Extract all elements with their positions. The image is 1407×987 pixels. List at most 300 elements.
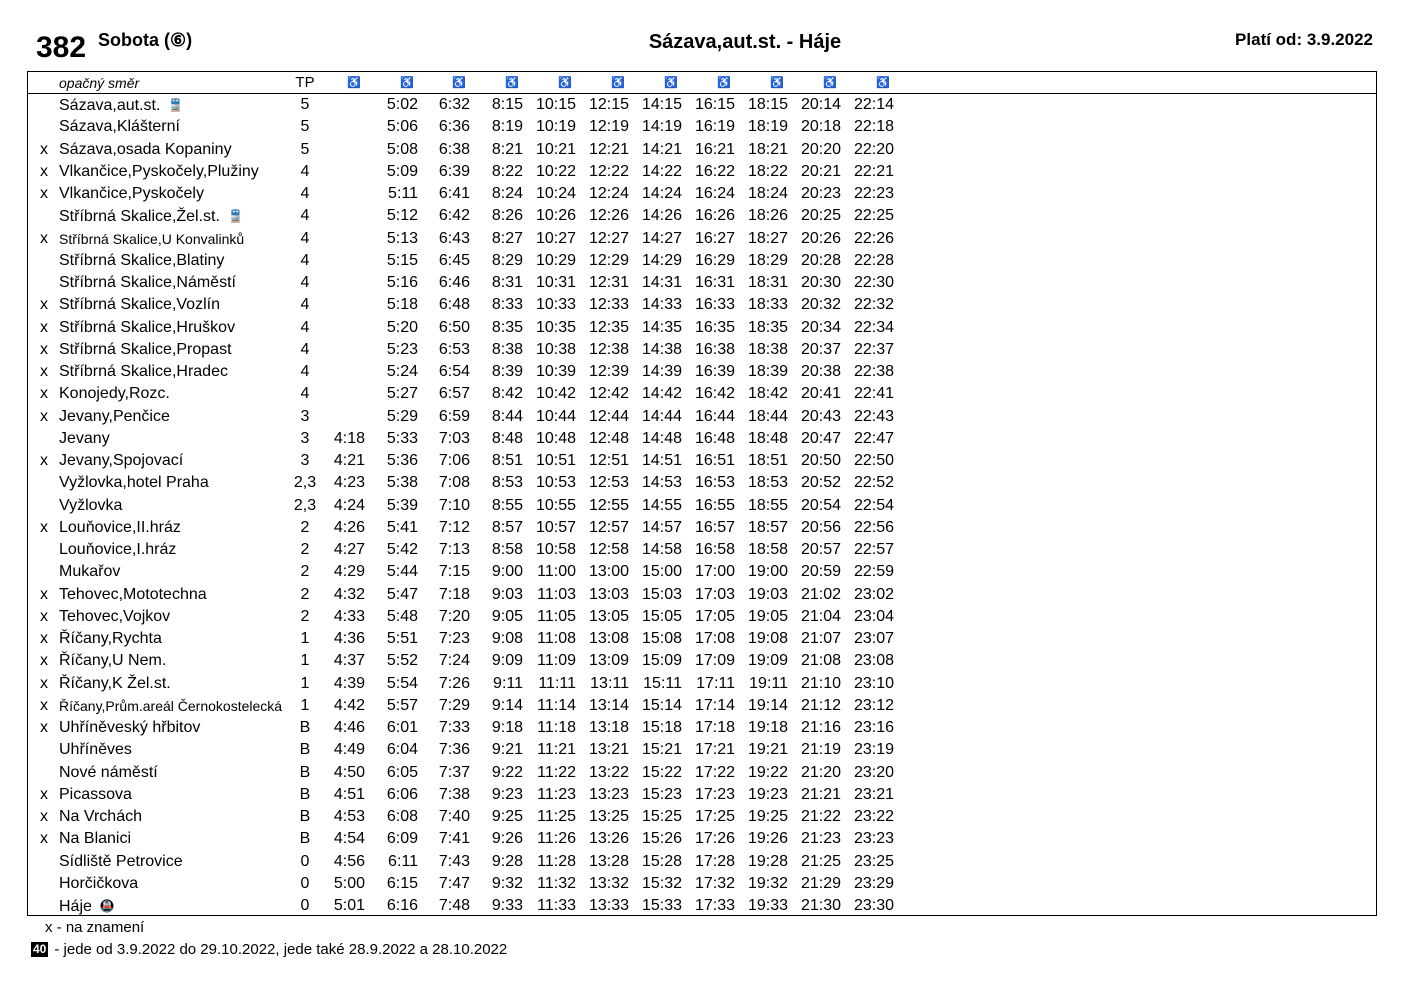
departure-time: 22:50 [853, 452, 894, 469]
departure-time: 14:26 [641, 207, 682, 225]
departure-time: 5:20 [386, 318, 418, 336]
tariff-zone: 4 [300, 363, 310, 380]
departure-time: 17:21 [694, 741, 735, 759]
departure-time: 18:35 [747, 318, 788, 336]
departure-time: 20:50 [800, 452, 841, 469]
stop-name-text: Stříbrná Skalice,U Konvalinků [59, 230, 245, 247]
departure-time: 20:54 [800, 496, 841, 514]
tariff-zone: 1 [300, 696, 310, 714]
table-row [28, 183, 1376, 205]
on-request-mark: x [40, 229, 48, 247]
departure-time: 7:06 [438, 452, 470, 469]
departure-time: 22:26 [853, 229, 894, 247]
departure-time: 20:20 [800, 140, 841, 158]
departure-time: 23:21 [853, 785, 894, 803]
departure-time: 23:23 [853, 830, 894, 848]
departure-time: 16:26 [694, 207, 735, 225]
departure-time: 11:23 [537, 785, 576, 803]
departure-time: 12:22 [588, 162, 629, 180]
departure-time: 22:14 [853, 96, 894, 113]
departure-time: 10:57 [535, 518, 576, 536]
on-request-mark: x [40, 719, 48, 736]
departure-time: 23:10 [853, 674, 894, 692]
stop-name-text: Konojedy,Rozc. [59, 385, 170, 403]
departure-time: 14:31 [641, 274, 682, 291]
departure-time: 4:37 [333, 652, 365, 670]
departure-time: 17:23 [694, 785, 735, 803]
departure-time: 12:24 [588, 185, 629, 202]
on-request-mark: x [40, 318, 48, 336]
departure-time: 17:22 [694, 763, 735, 781]
on-request-mark: x [40, 363, 48, 380]
stop-name-text: Mukařov [59, 563, 121, 581]
departure-time: 22:28 [853, 251, 894, 269]
departure-time: 11:25 [537, 808, 576, 825]
departure-time: 17:08 [694, 630, 735, 647]
departure-time: 9:21 [491, 741, 523, 759]
departure-time: 7:20 [438, 607, 470, 625]
departure-time: 12:58 [588, 541, 629, 558]
departure-time: 12:44 [588, 407, 629, 425]
departure-time: 16:15 [694, 96, 735, 113]
route-title: Sázava,aut.st. - Háje [648, 31, 842, 53]
departure-time: 16:44 [694, 407, 735, 425]
departure-time: 13:00 [588, 563, 629, 581]
departure-time: 10:58 [535, 541, 576, 558]
departure-time: 18:27 [747, 229, 788, 247]
departure-time: 5:52 [386, 652, 418, 670]
departure-time: 16:58 [694, 541, 735, 558]
tariff-zone: 4 [300, 229, 310, 247]
table-row [28, 94, 1376, 116]
stop-name [59, 317, 235, 339]
departure-time: 9:09 [491, 652, 523, 670]
departure-time: 20:59 [800, 563, 841, 581]
departure-time: 4:32 [333, 585, 365, 603]
departure-time: 7:40 [438, 808, 470, 825]
stop-name-text: Stříbrná Skalice,Náměstí [59, 274, 236, 291]
departure-time: 19:33 [747, 897, 788, 914]
departure-time: 11:14 [537, 696, 576, 714]
departure-time: 14:51 [641, 452, 682, 469]
departure-time: 12:27 [588, 229, 629, 247]
departure-time: 15:33 [641, 897, 682, 914]
tariff-zone: 3 [300, 452, 310, 469]
departure-time: 13:26 [588, 830, 629, 848]
table-row [28, 406, 1376, 428]
departure-time: 15:26 [641, 830, 682, 848]
departure-time: 12:33 [588, 296, 629, 314]
departure-time: 19:08 [747, 630, 788, 647]
departure-time: 18:48 [747, 429, 788, 447]
departure-time: 15:11 [643, 674, 682, 692]
tariff-zone: 4 [300, 251, 310, 269]
stop-name [59, 784, 132, 806]
departure-time: 18:58 [747, 541, 788, 558]
stop-name [59, 250, 224, 272]
departure-time: 23:07 [853, 630, 894, 647]
departure-time: 7:48 [438, 897, 470, 914]
stop-name [59, 406, 170, 428]
tariff-zone: B [299, 763, 311, 781]
departure-time: 11:22 [537, 763, 576, 781]
table-row [28, 472, 1376, 494]
departure-time: 5:29 [386, 407, 418, 425]
departure-time: 16:21 [694, 140, 735, 158]
departure-time: 10:31 [535, 274, 576, 291]
departure-time: 16:38 [694, 340, 735, 358]
departure-time: 19:22 [747, 763, 788, 781]
line-number: 382 [36, 31, 87, 64]
departure-time: 13:25 [588, 808, 629, 825]
departure-time: 13:05 [588, 607, 629, 625]
departure-time: 17:09 [694, 652, 735, 670]
departure-time: 16:19 [694, 118, 735, 136]
on-request-mark: x [40, 674, 48, 692]
departure-time: 4:42 [333, 696, 365, 714]
stop-name-text: Stříbrná Skalice,Blatiny [59, 251, 225, 269]
departure-time: 9:25 [491, 808, 523, 825]
on-request-mark: x [40, 518, 48, 536]
departure-time: 7:26 [438, 674, 470, 692]
stop-name-text: Říčany,K Žel.st. [59, 674, 171, 692]
tariff-zone: 4 [300, 162, 310, 180]
departure-time: 6:05 [386, 763, 418, 781]
departure-time: 10:21 [535, 140, 576, 158]
departure-time: 15:05 [641, 607, 682, 625]
departure-time: 17:00 [694, 563, 735, 581]
stop-name-text: Sázava,osada Kopaniny [59, 140, 232, 158]
departure-time: 8:24 [491, 185, 523, 202]
wheelchair-icon: ♿ [611, 77, 625, 89]
departure-time: 6:48 [438, 296, 470, 314]
stop-name [59, 873, 138, 895]
on-request-mark: x [40, 696, 48, 714]
table-row [28, 228, 1376, 250]
departure-time: 18:44 [747, 407, 788, 425]
on-request-mark: x [40, 585, 48, 603]
departure-time: 13:28 [588, 852, 629, 870]
departure-time: 18:26 [747, 207, 788, 225]
departure-time: 8:19 [491, 118, 523, 136]
departure-time: 7:43 [438, 852, 470, 870]
departure-time: 9:05 [491, 607, 523, 625]
tariff-zone: 4 [300, 274, 310, 291]
departure-time: 9:23 [491, 785, 523, 803]
stop-name-text: Louňovice,II.hráz [59, 518, 181, 536]
departure-time: 22:37 [853, 340, 894, 358]
tariff-zone: 4 [300, 185, 310, 202]
stop-name [59, 339, 232, 361]
departure-time: 21:20 [800, 763, 841, 781]
departure-time: 7:38 [438, 785, 470, 803]
departure-time: 11:33 [537, 897, 576, 914]
departure-time: 14:58 [641, 541, 682, 558]
departure-time: 8:27 [491, 229, 523, 247]
departure-time: 7:13 [438, 541, 470, 558]
departure-time: 13:33 [588, 897, 629, 914]
departure-time: 16:27 [694, 229, 735, 247]
departure-time: 6:39 [438, 162, 470, 180]
departure-time: 19:09 [747, 652, 788, 670]
departure-time: 20:38 [800, 363, 841, 380]
departure-time: 9:22 [491, 763, 523, 781]
on-request-mark: x [40, 340, 48, 358]
on-request-mark: x [40, 162, 48, 180]
departure-time: 11:00 [537, 563, 576, 581]
departure-time: 9:26 [491, 830, 523, 848]
departure-time: 10:27 [535, 229, 576, 247]
table-row [28, 784, 1376, 806]
departure-time: 11:11 [538, 674, 576, 692]
tariff-zone: 2 [300, 518, 310, 536]
stop-name [59, 161, 259, 183]
departure-time: 13:32 [588, 874, 629, 892]
tariff-zone: 4 [300, 207, 310, 225]
departure-time: 6:57 [438, 385, 470, 403]
departure-time: 8:35 [491, 318, 523, 336]
on-request-mark: x [40, 407, 48, 425]
departure-time: 4:29 [333, 563, 365, 581]
stop-name-text: Vyžlovka,hotel Praha [59, 474, 209, 492]
departure-time: 10:44 [535, 407, 576, 425]
note-validity [31, 939, 507, 961]
departure-time: 4:23 [333, 474, 365, 492]
departure-time: 18:33 [747, 296, 788, 314]
departure-time: 16:51 [694, 452, 735, 469]
departure-time: 22:43 [853, 407, 894, 425]
departure-time: 10:15 [535, 96, 576, 113]
day-label: Sobota (⑥) [98, 30, 193, 50]
departure-time: 7:12 [438, 518, 470, 536]
departure-time: 14:35 [641, 318, 682, 336]
departure-time: 17:33 [694, 897, 735, 914]
table-row [28, 606, 1376, 628]
on-request-mark: x [40, 607, 48, 625]
departure-time: 19:21 [747, 741, 788, 759]
departure-time: 22:54 [853, 496, 894, 514]
stop-name-text: Sídliště Petrovice [59, 852, 183, 870]
departure-time: 21:23 [800, 830, 841, 848]
table-row [28, 517, 1376, 539]
departure-time: 18:57 [747, 518, 788, 536]
stop-name [59, 116, 180, 138]
wheelchair-icon: ♿ [452, 77, 466, 89]
departure-time: 10:39 [535, 363, 576, 380]
departure-time: 7:41 [438, 830, 470, 848]
stop-name [59, 361, 228, 383]
departure-time: 17:32 [694, 874, 735, 892]
departure-time: 17:05 [694, 607, 735, 625]
departure-time: 12:19 [588, 118, 629, 136]
stop-name-text: Jevany [59, 429, 110, 447]
departure-time: 6:46 [438, 274, 470, 291]
departure-time: 10:29 [535, 251, 576, 269]
departure-time: 22:30 [853, 274, 894, 291]
departure-time: 5:11 [388, 185, 418, 202]
stop-name-text: Vyžlovka [59, 496, 123, 514]
departure-time: 14:42 [641, 385, 682, 403]
departure-time: 12:42 [588, 385, 629, 403]
stop-name-text: Jevany,Spojovací [59, 452, 184, 469]
departure-time: 15:22 [641, 763, 682, 781]
stop-name [59, 762, 158, 784]
departure-time: 14:27 [641, 229, 682, 247]
departure-time: 11:08 [537, 630, 576, 647]
departure-time: 7:24 [438, 652, 470, 670]
departure-time: 8:42 [491, 385, 523, 403]
on-request-mark: x [40, 452, 48, 469]
departure-time: 20:43 [800, 407, 841, 425]
departure-time: 9:32 [491, 874, 523, 892]
departure-time: 6:01 [386, 719, 418, 736]
departure-time: 14:57 [641, 518, 682, 536]
table-row [28, 628, 1376, 650]
tariff-zone: B [299, 719, 311, 736]
departure-time: 12:53 [588, 474, 629, 492]
departure-time: 10:22 [535, 162, 576, 180]
tariff-zone: 5 [300, 118, 310, 136]
wheelchair-icon: ♿ [400, 77, 414, 89]
on-request-mark: x [40, 785, 48, 803]
departure-time: 10:24 [535, 185, 576, 202]
departure-time: 20:34 [800, 318, 841, 336]
departure-time: 19:23 [747, 785, 788, 803]
wheelchair-icon: ♿ [876, 77, 890, 89]
stop-name [59, 272, 236, 294]
departure-time: 23:04 [853, 607, 894, 625]
departure-time: 16:31 [694, 274, 735, 291]
departure-time: 4:18 [333, 429, 365, 447]
stop-name [59, 561, 120, 583]
stop-name-text: Stříbrná Skalice,Hradec [59, 363, 228, 380]
departure-time: 10:55 [535, 496, 576, 514]
note-validity-text: - jede od 3.9.2022 do 29.10.2022, jede také 28.9.2022 a 28.10.2022 [54, 941, 508, 958]
on-request-mark: x [40, 808, 48, 825]
train-icon: 🚆 [168, 98, 184, 112]
tariff-zone: 4 [300, 318, 310, 336]
departure-time: 7:10 [438, 496, 470, 514]
departure-time: 22:21 [853, 162, 894, 180]
tariff-zone: 1 [300, 652, 310, 670]
departure-time: 5:18 [386, 296, 418, 314]
departure-time: 5:41 [386, 518, 418, 536]
tariff-zone: 5 [300, 96, 310, 113]
departure-time: 9:11 [493, 674, 523, 692]
departure-time: 9:08 [491, 630, 523, 647]
departure-time: 23:20 [853, 763, 894, 781]
stop-name [59, 539, 176, 561]
departure-time: 20:23 [800, 185, 841, 202]
departure-time: 13:14 [588, 696, 629, 714]
stop-name-text: Na Blanici [59, 830, 132, 848]
departure-time: 18:19 [747, 118, 788, 136]
departure-time: 22:41 [853, 385, 894, 403]
table-row [28, 495, 1376, 517]
stop-name [59, 94, 183, 117]
departure-time: 6:45 [438, 251, 470, 269]
departure-time: 20:26 [800, 229, 841, 247]
timetable-header [0, 0, 1407, 70]
wheelchair-icon: ♿ [347, 77, 361, 89]
stop-name [59, 228, 244, 250]
stop-name-text: Nové náměstí [59, 763, 158, 781]
departure-time: 15:23 [641, 785, 682, 803]
departure-time: 6:42 [438, 207, 470, 225]
departure-time: 17:18 [694, 719, 735, 736]
departure-time: 7:29 [438, 696, 470, 714]
on-request-mark: x [40, 185, 48, 202]
departure-time: 19:11 [749, 674, 788, 692]
stop-name-text: Stříbrná Skalice,Žel.st. [59, 208, 220, 226]
departure-time: 22:57 [853, 541, 894, 558]
tariff-zone: 0 [300, 897, 310, 914]
departure-time: 12:26 [588, 207, 629, 225]
departure-time: 5:54 [386, 674, 418, 692]
departure-time: 12:21 [588, 140, 629, 158]
departure-time: 4:33 [333, 607, 365, 625]
departure-time: 21:02 [800, 585, 841, 603]
departure-time: 13:03 [588, 585, 629, 603]
stop-name [59, 851, 183, 873]
table-row [28, 139, 1376, 161]
departure-time: 14:33 [641, 296, 682, 314]
stop-name-text: Říčany,Prům.areál Černokostelecká [59, 697, 283, 714]
departure-time: 5:23 [386, 340, 418, 358]
departure-time: 18:42 [747, 385, 788, 403]
note-badge: 40 [33, 942, 47, 956]
departure-time: 15:21 [641, 741, 682, 759]
departure-time: 16:24 [694, 185, 735, 202]
departure-time: 16:55 [694, 496, 735, 514]
tariff-zone: 2,3 [293, 474, 317, 492]
departure-time: 8:48 [491, 429, 523, 447]
stop-name [59, 673, 171, 695]
departure-time: 5:42 [386, 541, 418, 558]
departure-time: 22:32 [853, 296, 894, 314]
stop-name [59, 294, 220, 316]
departure-time: 15:25 [641, 808, 682, 825]
tariff-zone: B [299, 830, 311, 848]
departure-time: 5:39 [386, 496, 418, 514]
stop-name [59, 695, 282, 717]
departure-time: 5:57 [386, 696, 418, 714]
table-row [28, 584, 1376, 606]
table-row [28, 806, 1376, 828]
table-row [28, 428, 1376, 450]
departure-time: 12:39 [588, 363, 629, 380]
wheelchair-icon: ♿ [823, 77, 837, 89]
departure-time: 8:39 [491, 363, 523, 380]
table-row [28, 539, 1376, 561]
departure-time: 16:53 [694, 474, 735, 492]
departure-time: 8:22 [491, 162, 523, 180]
departure-time: 5:12 [386, 207, 418, 225]
tariff-zone: 0 [300, 874, 310, 892]
departure-time: 10:38 [535, 340, 576, 358]
stop-name-text: Uhříněveský hřbitov [59, 719, 201, 736]
departure-time: 17:14 [694, 696, 735, 714]
departure-time: 20:32 [800, 296, 841, 314]
departure-time: 14:21 [641, 140, 682, 158]
table-row [28, 161, 1376, 183]
departure-time: 6:59 [438, 407, 470, 425]
on-request-mark: x [40, 630, 48, 647]
tariff-zone: 1 [300, 674, 310, 692]
departure-time: 12:31 [588, 274, 629, 291]
stop-name [59, 517, 181, 539]
departure-time: 12:51 [588, 452, 629, 469]
